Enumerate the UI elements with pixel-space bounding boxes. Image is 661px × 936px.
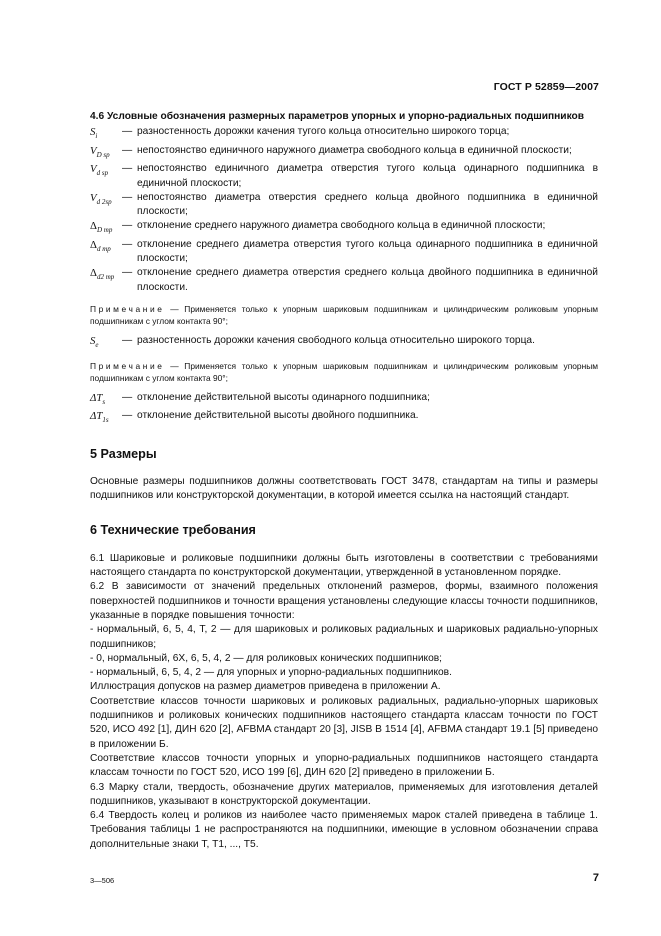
definition-text: разностенность дорожки качения свободного кольца относительно широкого торца. <box>137 334 535 346</box>
paragraph: Соответствие классов точности шариковых и роликовых радиальных, радиально-упорных шариковых подшипников и роликовых конических подшипников настоящего стандарта классам точности по ГОСТ 520, ИСО 492 [1], ДИН 620 [2], AFBMA стандарт 20 [3], JISB В 1514 [4], AFBMA стандарт 19.1 [5] приведено в приложении Б. <box>90 695 598 750</box>
section-6-body <box>90 552 598 852</box>
symbol: $\Delta T_{1s}$ <box>90 410 109 425</box>
definition-row <box>90 238 598 267</box>
paragraph: - нормальный, 6, 5, 4, Т, 2 — для шариковых и роликовых радиальных и шариковых радиально-упорных подшипников; <box>90 624 598 650</box>
symbol: $\Delta_{d mp}$ <box>90 238 111 253</box>
paragraph: 6.2 В зависимости от значений предельных отклонений размеров, формы, взаимного положения поверхностей подшипников и точности вращения установлены следующие классы точности подшипников, указанные в порядке повышения точности: <box>90 581 598 621</box>
note-text: — Применяется только к упорным шариковым подшипникам и цилиндрическим роликовым упорным подшипникам с углом контакта 90°; <box>90 361 598 384</box>
section-5-title: 5 Размеры <box>90 446 157 461</box>
symbol: $\Delta_{D mp}$ <box>90 220 113 235</box>
dash: — <box>122 410 133 422</box>
definition-text: отклонение среднего диаметра отверстия тугого кольца одинарного подшипника в единичной плоскости; <box>137 238 598 265</box>
note-label: Примечание <box>90 361 165 372</box>
dash: — <box>122 191 133 203</box>
section-5-text: Основные размеры подшипников должны соответствовать ГОСТ 3478, стандартам на типы и размеры подшипников или конструкторской документации, в которой имеется ссылка на настоящий стандарт. <box>90 475 598 502</box>
standard-header: ГОСТ Р 52859—2007 <box>493 81 599 93</box>
definition-row <box>90 409 598 427</box>
paragraph: Соответствие классов точности упорных и упорно-радиальных подшипников настоящего стандарта классам точности по ГОСТ 520, ИСО 199 [6], ДИН 620 [2] приведено в приложении Б. <box>90 752 598 779</box>
dash: — <box>122 126 133 138</box>
paragraph: 6.3 Марку стали, твердость, обозначение других материалов, применяемых для изготовления деталей подшипников, указывают в конструкторской документации. <box>90 781 598 807</box>
definition-row <box>90 266 598 295</box>
paragraph: - 0, нормальный, 6Х, 6, 5, 4, 2 — для роликовых конических подшипников; <box>90 652 442 664</box>
paragraph: Иллюстрация допусков на размер диаметров приведена в приложении А. <box>90 681 441 693</box>
dash: — <box>122 391 133 403</box>
page-number: 7 <box>592 872 599 884</box>
definition-row <box>90 391 598 409</box>
definition-list-3 <box>90 391 598 428</box>
definition-list-1 <box>90 125 598 295</box>
definition-row <box>90 191 598 220</box>
dash: — <box>122 267 133 279</box>
paragraph: - нормальный, 6, 5, 4, 2 — для упорных и упорно-радиальных подшипников. <box>90 667 452 679</box>
symbol: $S_e$ <box>90 334 99 349</box>
symbol: $V_{d 2sp}$ <box>90 191 112 206</box>
note-2 <box>90 360 598 385</box>
dash: — <box>122 334 133 346</box>
section-4-6-title: 4.6 Условные обозначения размерных параметров упорных и упорно-радиальных подшипников <box>90 111 585 122</box>
sheet-code: 3—506 <box>90 876 115 885</box>
dash: — <box>122 220 133 232</box>
symbol: $\Delta_{d2 mp}$ <box>90 267 115 282</box>
definition-row <box>90 219 598 237</box>
symbol: $S_i$ <box>90 126 98 141</box>
paragraph: 6.1 Шариковые и роликовые подшипники должны быть изготовлены в соответствии с требованиями настоящего стандарта по конструкторской документации, утвержденной в установленном порядке. <box>90 552 598 579</box>
definition-text: отклонение действительной высоты двойного подшипника. <box>137 410 419 422</box>
definition-text: разностенность дорожки качения тугого кольца относительно широкого торца; <box>137 126 510 138</box>
symbol: $V_{d sp}$ <box>90 163 109 178</box>
dash: — <box>122 238 133 250</box>
symbol: $\Delta T_s$ <box>90 391 106 406</box>
symbol: $V_{D sp}$ <box>90 144 110 159</box>
note-1 <box>90 303 598 328</box>
definition-text: отклонение действительной высоты одинарного подшипника; <box>137 391 430 403</box>
paragraph: 6.4 Твердость колец и роликов из наиболее часто применяемых марок сталей приведена в таблице 1. Требования таблицы 1 не распространяются на подшипники, имеющие в условном обозначении справа дополнительные знаки Т, Т1, ..., Т5. <box>90 810 598 850</box>
definition-row <box>90 144 598 162</box>
definition-row <box>90 125 598 143</box>
definition-row <box>90 162 598 191</box>
definition-text: отклонение среднего наружного диаметра свободного кольца в единичной плоскости; <box>137 220 546 232</box>
definition-row <box>90 334 598 352</box>
dash: — <box>122 163 133 175</box>
page-content <box>90 110 598 852</box>
definition-text: отклонение среднего диаметра отверстия среднего кольца двойного подшипника в единичной плоскости. <box>137 267 598 293</box>
definition-text: непостоянство диаметра отверстия среднего кольца двойного подшипника в единичной плоскости; <box>137 191 598 218</box>
definition-text: непостоянство единичного диаметра отверстия тугого кольца одинарного подшипника в единичной плоскости; <box>137 163 598 189</box>
note-label: Примечание <box>90 304 165 315</box>
dash: — <box>122 144 133 156</box>
section-6-title: 6 Технические требования <box>90 523 256 538</box>
definition-list-2 <box>90 334 598 352</box>
note-text: — Применяется только к упорным шариковым подшипникам и цилиндрическим роликовым упорным подшипникам с углом контакта 90°; <box>90 304 598 327</box>
definition-text: непостоянство единичного наружного диаметра свободного кольца в единичной плоскости; <box>137 144 572 156</box>
